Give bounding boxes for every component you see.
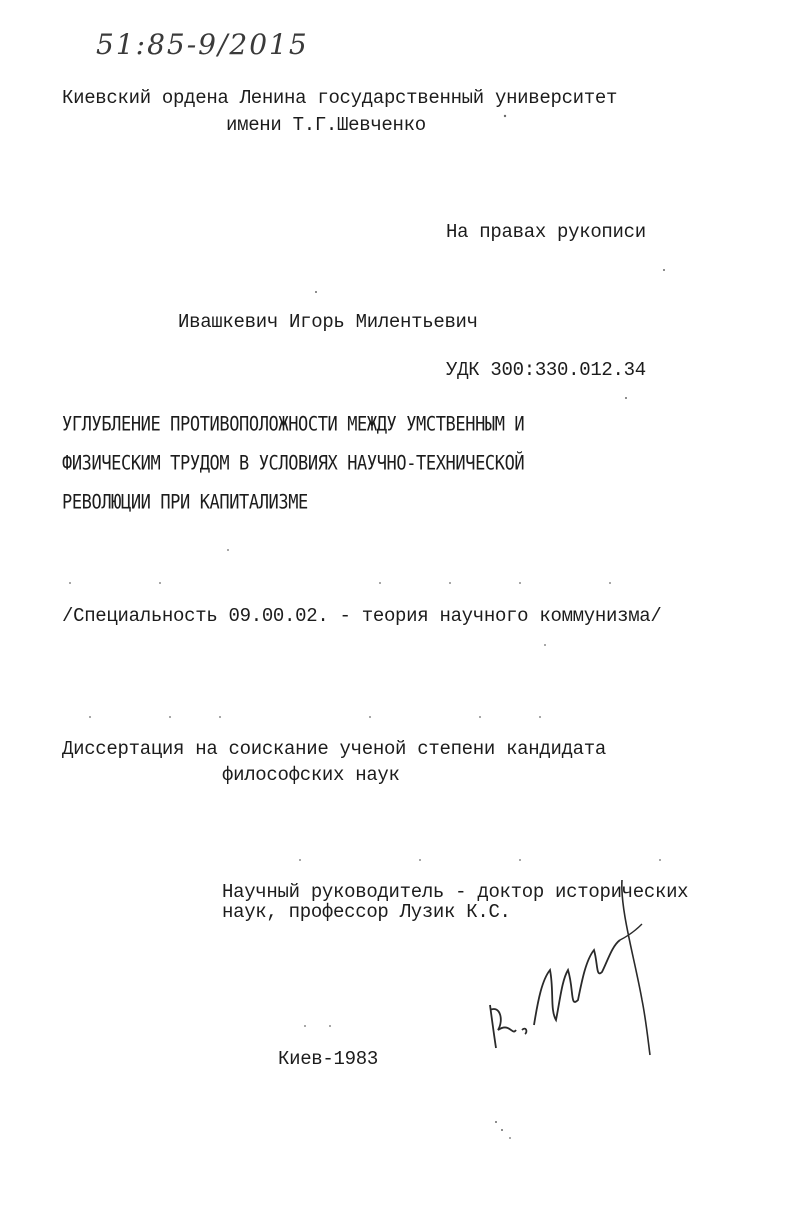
institution-line-2: имени Т.Г.Шевченко [226, 114, 426, 136]
manuscript-note: На правах рукописи [446, 221, 646, 243]
title-line-1: УГЛУБЛЕНИЕ ПРОТИВОПОЛОЖНОСТИ МЕЖДУ УМСТВЕННЫМ И [62, 413, 525, 437]
title-line-3: РЕВОЛЮЦИИ ПРИ КАПИТАЛИЗМЕ [62, 491, 308, 515]
supervisor-line-2: наук, профессор Лузик К.С. [222, 901, 511, 923]
dissertation-line-2: философских наук [222, 764, 400, 786]
udc-code: УДК 300:330.012.34 [446, 359, 646, 381]
title-line-2: ФИЗИЧЕСКИМ ТРУДОМ В УСЛОВИЯХ НАУЧНО-ТЕХНИЧЕСКОЙ [62, 452, 525, 476]
institution-line-1: Киевский ордена Ленина государственный университет [62, 87, 618, 109]
place-year: Киев-1983 [278, 1048, 378, 1070]
specialty-line: /Специальность 09.00.02. - теория научного коммунизма/ [62, 605, 662, 627]
archive-stamp: 51:85-9/2015 [96, 28, 309, 61]
author-name: Ивашкевич Игорь Милентьевич [178, 311, 478, 333]
dissertation-line-1: Диссертация на соискание ученой степени кандидата [62, 738, 606, 760]
supervisor-line-1: Научный руководитель - доктор исторических [222, 881, 689, 903]
